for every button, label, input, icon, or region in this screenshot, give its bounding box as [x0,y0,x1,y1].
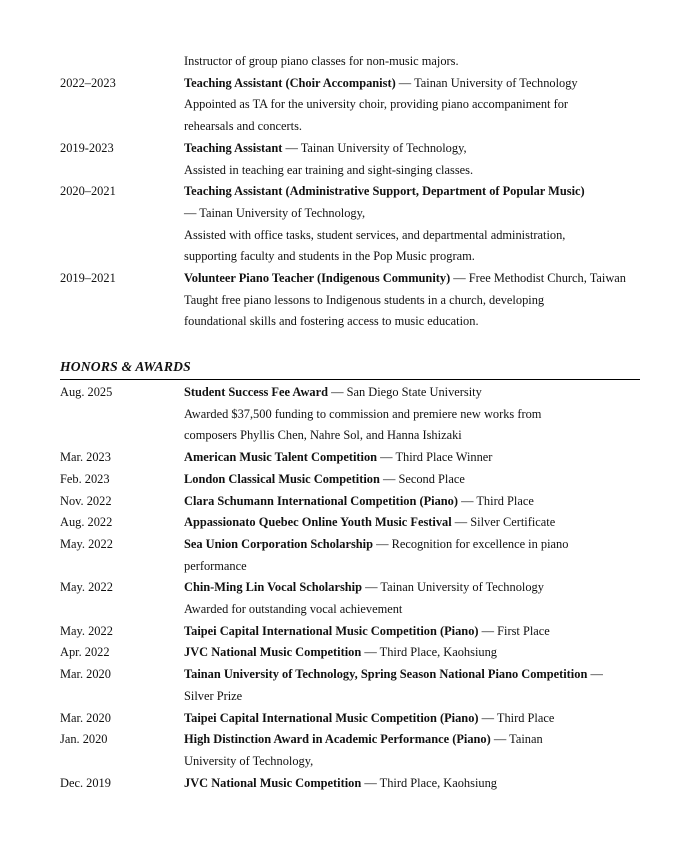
award-detail: — Third Place Winner [377,450,493,465]
award-body [184,577,640,620]
award-body [184,512,640,534]
award-date: Feb. 2023 [60,471,110,486]
award-entry [60,512,640,534]
teaching-entry [60,268,640,333]
entry-date: 2022–2023 [60,75,116,90]
entry-desc: Instructor of group piano classes for non-music majors. [184,54,459,68]
entry-org: — Tainan University of Technology, [282,140,467,155]
award-detail: — San Diego State University [327,385,482,399]
award-title: JVC National Music Competition [184,645,362,660]
entry-body [184,138,640,181]
honors-heading: HONORS & AWARDS [60,356,640,380]
award-title: Chin-Ming Lin Vocal Scholarship [184,580,362,595]
entry-title: Teaching Assistant [184,140,283,155]
teaching-section [60,51,640,333]
award-detail: — Third Place [458,493,534,508]
award-date: May. 2022 [60,536,113,551]
award-entry [60,577,640,620]
entry-desc: Assisted in teaching ear training and sight-singing classes. [184,162,474,177]
entry-org: — Free Methodist Church, Taiwan [450,271,626,286]
award-body [184,729,564,772]
entry-title: Teaching Assistant (Choir Accompanist) [184,75,396,90]
award-date: Dec. 2019 [60,775,111,790]
award-date: May. 2022 [60,623,113,638]
award-date: Mar. 2020 [60,710,111,725]
entry-title: Teaching Assistant (Administrative Support, Department of Popular Music) [184,184,585,199]
award-detail: — Third Place [478,710,555,725]
award-date: Mar. 2023 [60,450,111,465]
award-entry [60,534,640,577]
award-desc: Awarded for outstanding vocal achievement [184,602,403,617]
award-title: Clara Schumann International Competition (Piano) [184,493,458,508]
award-detail: — Tainan University of Technology, [184,732,543,768]
award-entry [60,447,640,469]
award-entry [60,664,640,707]
award-title: JVC National Music Competition [184,775,362,790]
award-date: Jan. 2020 [60,732,108,747]
award-detail: — Third Place, Kaohsiung [361,775,497,790]
award-entry [60,773,640,795]
award-title: Appassionato Quebec Online Youth Music Festival [184,515,452,530]
award-body [184,773,640,795]
award-date: Nov. 2022 [60,493,112,508]
award-body [184,708,640,730]
award-title: Student Success Fee Award [184,385,328,399]
award-date: Aug. 2025 [60,385,113,399]
entry-date [60,51,184,73]
award-entry [60,729,640,772]
entry-body [184,181,640,268]
award-entry [60,708,640,730]
award-entry [60,491,640,513]
entry-desc: Appointed as TA for the university choir, providing piano accompaniment for rehearsals and concerts. [184,97,569,134]
award-detail: — Tainan University of Technology [362,580,544,595]
entry-date: 2019–2021 [60,271,116,286]
entry-org: — Tainan University of Technology, [184,205,366,220]
teaching-entry [60,138,640,181]
award-detail: — Second Place [379,471,465,486]
award-title: Sea Union Corporation Scholarship [184,536,373,551]
award-title: American Music Talent Competition [184,450,378,465]
award-title: London Classical Music Competition [184,471,380,486]
award-entry [60,382,640,447]
award-title: Taipei Capital International Music Competition (Piano) [184,710,479,725]
award-date: Mar. 2020 [60,667,111,682]
award-body [184,447,640,469]
entry-body [184,268,640,333]
award-body [184,664,624,707]
award-detail: — Silver Prize [184,667,603,703]
award-body [184,642,640,664]
teaching-entry [60,181,640,268]
award-detail: — Third Place, Kaohsiung [361,645,497,660]
award-body [184,534,584,577]
entry-desc: Taught free piano lessons to Indigenous students in a church, developing foundational skills and fostering access to music education. [184,292,545,329]
award-date: Aug. 2022 [60,515,113,530]
award-entry [60,469,640,491]
award-entry [60,621,640,643]
entry-date: 2019-2023 [60,140,114,155]
award-detail: — Silver Certificate [451,515,556,530]
entry-desc: Assisted with office tasks, student services, and departmental administration, supporting faculty and students in the Pop Music program. [184,227,566,264]
award-body [184,621,640,643]
award-body [184,382,640,447]
award-title: Tainan University of Technology, Spring Season National Piano Competition [184,667,588,682]
honors-section [60,382,640,794]
teaching-continuation [60,51,640,73]
entry-org: — Tainan University of Technology [395,75,578,90]
award-detail: — First Place [478,623,550,638]
teaching-entry [60,73,640,138]
entry-title: Volunteer Piano Teacher (Indigenous Community) [184,271,451,286]
award-body [184,469,640,491]
award-detail: — Recognition for excellence in piano performance [184,536,569,573]
award-date: Apr. 2022 [60,645,110,660]
entry-body [184,73,640,138]
entry-date: 2020–2021 [60,184,116,199]
award-body [184,491,640,513]
award-entry [60,642,640,664]
award-title: Taipei Capital International Music Competition (Piano) [184,623,479,638]
award-desc: Awarded $37,500 funding to commission and premiere new works from composers Phyllis Chen, Nahre Sol, and Hanna Ishizaki [184,406,542,443]
award-date: May. 2022 [60,580,113,595]
award-title: High Distinction Award in Academic Performance (Piano) [184,732,491,747]
